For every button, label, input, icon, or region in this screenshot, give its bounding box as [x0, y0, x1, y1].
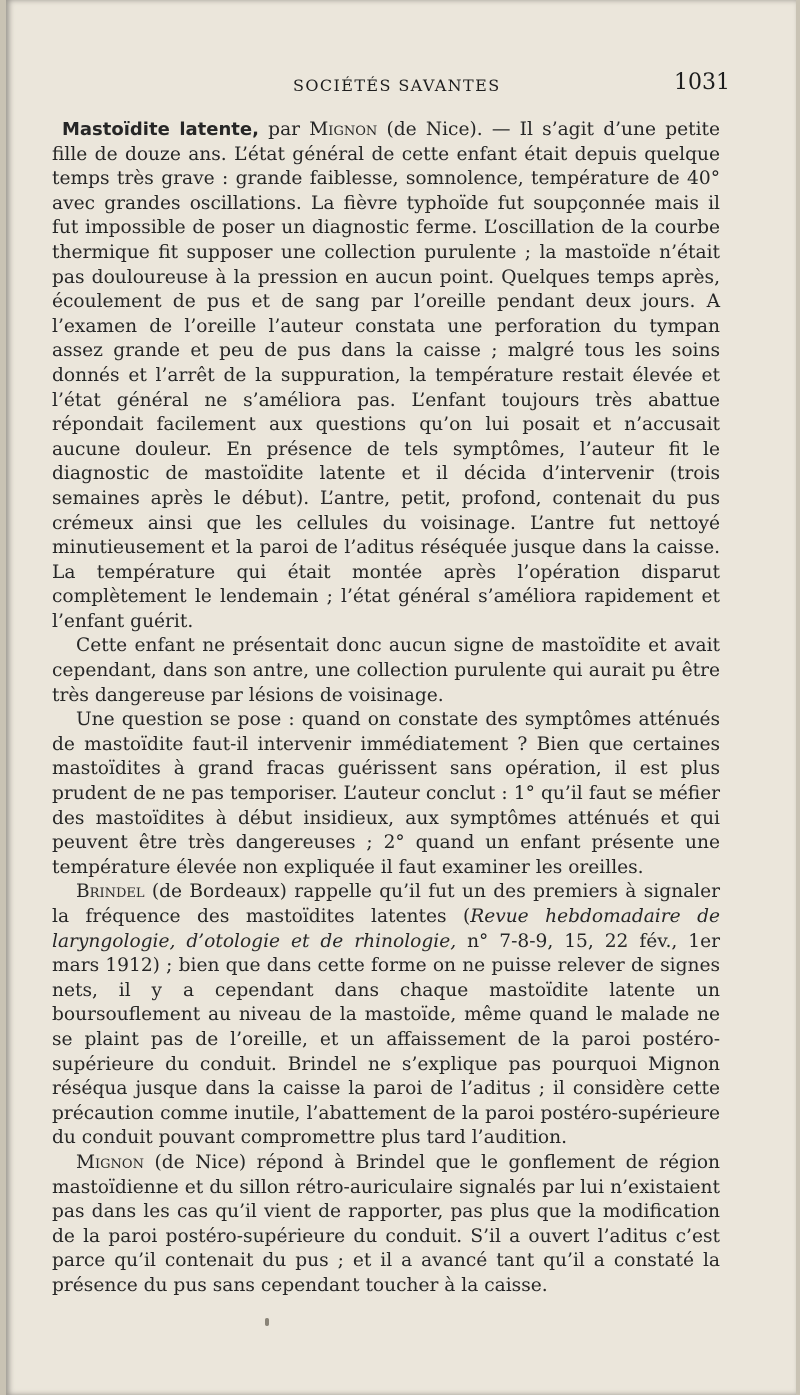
paragraph-mastoidite-latente [52, 118, 720, 634]
paragraph-text: (de Nice). — Il s’agit d’une petite fille de douze ans. L’état général de cette enfant était depuis quelque temps très grave : grande faiblesse, somnolence, température de 40° avec grandes oscillations. La fièvre typhoïde fut soupçonnée mais il fut impossible de poser un diagnostic ferme. L’oscillation de la courbe thermique fit supposer une collection purulente ; la mastoïde n’était pas douloureuse à la pression en aucun point. Quelques temps après, écoulement de pus et de sang par l’oreille pendant deux jours. A l’examen de l’oreille l’auteur constata une perforation du tympan assez grande et peu de pus dans la caisse ; malgré tous les soins donnés et l’arrêt de la suppuration, la température restait élevée et l’état général ne s’améliora pas. L’enfant toujours très abattue répondait facilement aux questions qu’on lui posait et n’accusait aucune douleur. En présence de tels symptômes, l’auteur fit le diagnostic de mastoïdite latente et il décida d’intervenir (trois semaines après le début). L’antre, petit, profond, contenait du pus crémeux ainsi que les cellules du voisinage. L’antre fut nettoyé minutieusement et la paroi de l’aditus réséquée jusque dans la caisse. La température qui était montée après l’opération disparut complètement le lendemain ; l’état général s’améliora rapidement et l’enfant guérit. [52, 119, 720, 632]
page-number: 1031 [674, 70, 730, 95]
paragraph-text: (de Nice) répond à Brindel que le gonflement de région mastoïdienne et du sillon rétro-auriculaire signalés par lui n’existaient pas dans les cas qu’il vient de rapporter, pas plus que la modification de la paroi postéro-supérieure du conduit. S’il a ouvert l’aditus c’est parce qu’il contenait du pus ; et il a avancé tant qu’il a constaté la présence du pus sans cependant toucher à la caisse. [52, 1151, 720, 1296]
author-name: Mignon [309, 119, 378, 140]
author-name: Brindel [76, 881, 145, 903]
author-name: Mignon [76, 1151, 144, 1173]
paragraph-brindel [52, 880, 720, 1151]
article-title: Mastoïdite latente, [62, 119, 259, 140]
running-head: SOCIÉTÉS SAVANTES [293, 76, 501, 95]
page-header [6, 72, 796, 104]
paragraph-question: Une question se pose : quand on constate des symptômes atténués de mastoïdite faut-il intervenir immédiatement ? Bien que certaines mastoïdites à grand fracas guérissent sans opération, il est plus prudent de ne pas temporiser. L’auteur conclut : 1° qu’il faut se méfier des mastoïdites à début insidieux, aux symptômes atténués et qui peuvent être très dangereuses ; 2° quand un enfant présente une température élevée non expliquée il faut examiner les oreilles. [52, 709, 720, 878]
paper-speck [265, 1318, 269, 1326]
journal-title: Revue hebdomadaire de laryngologie, d’otologie et de rhinologie, [52, 906, 720, 952]
paragraph-text: (de Bordeaux) rappelle qu’il fut un des premiers à signaler la fréquence des mastoïdites latentes ( [52, 881, 720, 927]
book-page [6, 0, 796, 1395]
paragraph-no-sign: Cette enfant ne présentait donc aucun signe de mastoïdite et avait cependant, dans son antre, une collection purulente qui aurait pu être très dangereuse par lésions de voisinage. [52, 635, 720, 706]
paragraph-text: n° 7-8-9, 15, 22 fév., 1er mars 1912) ; bien que dans cette forme on ne puisse relever de signes nets, il y a cependant dans chaque mastoïdite latente un boursouflement au niveau de la mastoïde, même quand le malade ne se plaint pas de l’oreille, et un affaissement de la paroi postéro-supérieure du conduit. Brindel ne s’explique pas pourquoi Mignon réséqua jusque dans la caisse la paroi de l’aditus ; il considère cette précaution comme inutile, l’abattement de la paroi postéro-supérieure du conduit pouvant compromettre plus tard l’audition. [52, 930, 720, 1149]
by-word: par [258, 119, 310, 140]
article-body [52, 118, 720, 1299]
paragraph-mignon-reply [52, 1151, 720, 1299]
